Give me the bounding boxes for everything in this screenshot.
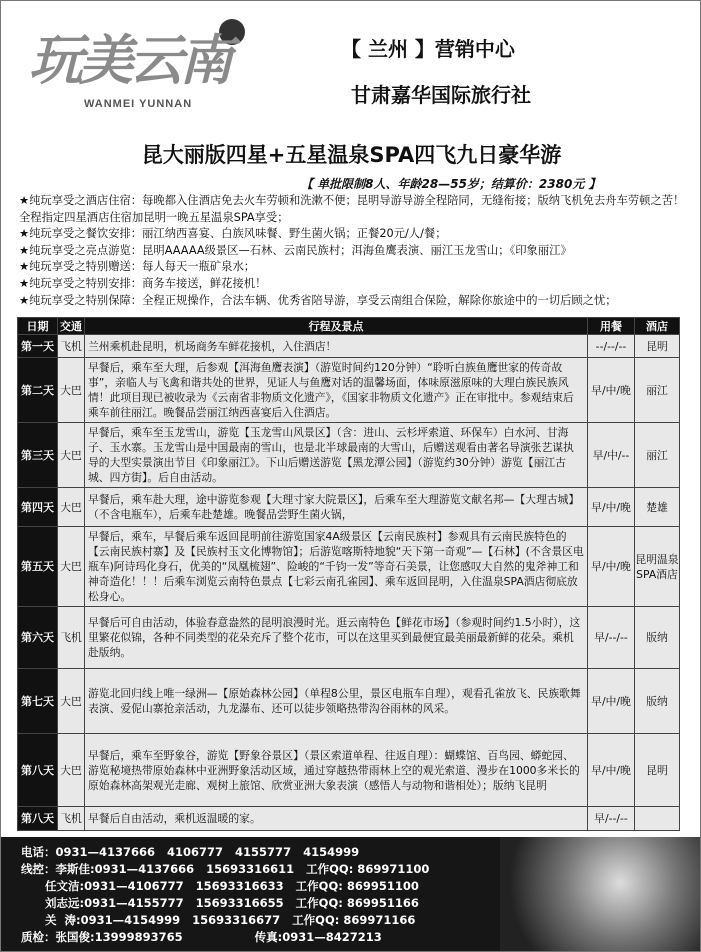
feature-list [19, 193, 687, 309]
feature-item: ★纯玩享受之特别安排：商务车接送，鲜花接机！ [19, 276, 267, 290]
meal-cell: 早/--/-- [588, 607, 635, 669]
day-cell: 第八天 [18, 734, 58, 807]
table-row [18, 734, 680, 807]
hotel-cell [635, 807, 680, 831]
day-cell: 第一天 [18, 335, 58, 358]
table-row [18, 488, 680, 527]
page-title: 昆大丽版四星+五星温泉SPA四飞九日豪华游 [141, 143, 562, 167]
itinerary-table [17, 317, 680, 831]
hotel-cell: 昆明温泉SPA酒店 [635, 527, 680, 607]
description-cell: 早餐后，乘车至大理，后参观【洱海鱼鹰表演】（游览时间约120分钟）“聆听白族鱼鹰世家的传奇故事”，亲临人与飞禽和谐共处的世界，见证人与鱼鹰对话的温馨场面，体味原滋原味的大理白族民族风情！此项目现已被收录为《云南省非物质文化遗产》，《国家非物质文化遗产》正在审批中。参观结束后乘车前往丽江。晚餐品尝丽江纳西喜宴后入住酒店。 [85, 358, 588, 423]
logo-text: 玩美云南 [29, 28, 229, 92]
hotel-cell: 版纳 [635, 607, 680, 669]
meal-cell: 早/中/晚 [588, 527, 635, 607]
hotel-cell: 丽江 [635, 358, 680, 423]
contact-line: 任文洁:0931—4106777 15693316633 工作QQ: 869951100 [21, 879, 419, 894]
day-cell: 第五天 [18, 527, 58, 607]
table-row [18, 358, 680, 423]
hotel-cell: 楚雄 [635, 488, 680, 527]
column-header: 交通 [58, 318, 85, 335]
contact-line: 线控：李斯佳:0931—4137666 15693316611 工作QQ: 869971100 [21, 862, 430, 877]
meal-cell: 早/中/-- [588, 423, 635, 488]
transport-cell: 大巴 [58, 734, 85, 807]
description-cell: 早餐后，乘车至玉龙雪山，游览【玉龙雪山风景区】（含：进山、云杉坪索道、环保车）白水河、甘海子、玉水寨。玉龙雪山是中国最南的雪山，也是北半球最南的大雪山，后赠送观看由著名导演张艺谋执导的大型实景演出节目《印象丽江》。下山后赠送游览【黑龙潭公园】（游览约30分钟）游览【丽江古城、四方街】。后自由活动。 [85, 423, 588, 488]
transport-cell: 飞机 [58, 807, 85, 831]
feature-item: ★纯玩享受之酒店住宿：每晚都入住酒店免去火车劳顿和洗漱不便；昆明导游导游全程陪同，无缝衔接；版纳飞机免去舟车劳顿之苦！全程指定四星酒店住宿加昆明一晚五星温泉SPA享受； [19, 194, 685, 224]
day-cell: 第三天 [18, 423, 58, 488]
table-row [18, 807, 680, 831]
hotel-cell: 昆明 [635, 335, 680, 358]
description-cell: 早餐后，乘车赴大理，途中游览参观【大理寸家大院景区】，后乘车至大理游览文献名邦—【大理古城】（不含电瓶车），后乘车赴楚雄。晚餐品尝野生菌火锅， [85, 488, 588, 527]
transport-cell: 大巴 [58, 488, 85, 527]
contact-line: 质检：张国俊:13999893765 传真:0931—8427213 [21, 930, 382, 945]
price-note: 【 单批限制8人、年龄28—55岁；结算价：2380元 】 [301, 177, 601, 191]
feature-item: ★纯玩享受之亮点游览：昆明AAAAA级景区—石林、云南民族村；洱海鱼鹰表演、丽江玉龙雪山；《印象丽江》 [19, 243, 572, 257]
meal-cell: 早/中/晚 [588, 734, 635, 807]
table-row [18, 607, 680, 669]
hotel-cell: 昆明 [635, 734, 680, 807]
contact-line: 关 涛:0931—4154999 15693316677 工作QQ: 869971166 [21, 913, 416, 928]
column-header: 行程及景点 [85, 318, 588, 335]
logo-subtitle: WANMEI YUNNAN [84, 98, 193, 110]
transport-cell: 飞机 [58, 607, 85, 669]
column-header: 用餐 [588, 318, 635, 335]
column-header: 日期 [18, 318, 58, 335]
transport-cell: 大巴 [58, 423, 85, 488]
office-name: 【 兰州 】营销中心 [341, 37, 515, 61]
table-row [18, 335, 680, 358]
header-row [18, 318, 680, 335]
day-cell: 第二天 [18, 358, 58, 423]
day-cell: 第六天 [18, 607, 58, 669]
transport-cell: 大巴 [58, 669, 85, 734]
description-cell: 游览北回归线上唯一绿洲—【原始森林公园】（单程8公里，景区电瓶车自理），观看孔雀放飞、民族歌舞表演、爱伲山寨抢亲活动，九龙瀑布、还可以徒步领略热带沟谷雨林的风采。 [85, 669, 588, 734]
transport-cell: 大巴 [58, 527, 85, 607]
logo [29, 19, 279, 119]
hotel-cell: 版纳 [635, 669, 680, 734]
contact-footer [1, 837, 700, 951]
description-cell: 兰州乘机赴昆明，机场商务车鲜花接机，入住酒店！ [85, 335, 588, 358]
day-cell: 第四天 [18, 488, 58, 527]
meal-cell: 早/--/-- [588, 807, 635, 831]
description-cell: 早餐后可自由活动，体验春意盎然的昆明浪漫时光。逛云南特色【鲜花市场】（参观时间约1.5小时），这里繁花似锦，各种不同类型的花朵充斥了整个花市，可以在这里买到最便宜最美丽最新鲜的花朵。乘机赴版纳。 [85, 607, 588, 669]
feature-item: ★纯玩享受之特别保障：全程正规操作，合法车辆、优秀省陪导游，享受云南组合保险，解除你旅途中的一切后顾之忧； [19, 293, 617, 307]
table-row [18, 669, 680, 734]
column-header: 酒店 [635, 318, 680, 335]
meal-cell: 早/中/晚 [588, 358, 635, 423]
header [1, 1, 700, 141]
table-row [18, 423, 680, 488]
feature-item: ★纯玩享受之餐饮安排：丽江纳西喜宴、白族风味餐、野生菌火锅；正餐20元/人/餐； [19, 227, 447, 241]
itinerary-section [1, 309, 700, 835]
description-cell: 早餐后自由活动，乘机返温暖的家。 [85, 807, 588, 831]
contact-line: 电话：0931—4137666 4106777 4155777 4154999 [21, 845, 360, 860]
contact-line: 刘志远:0931—4155777 15693316655 工作QQ: 869951166 [21, 896, 419, 911]
agency-name: 甘肃嘉华国际旅行社 [351, 83, 531, 107]
transport-cell: 大巴 [58, 358, 85, 423]
meal-cell: --/--/-- [588, 335, 635, 358]
meal-cell: 早/中/晚 [588, 669, 635, 734]
description-cell: 早餐后，乘车，早餐后乘车返回昆明前往游览国家4A级景区【云南民族村】参观具有云南民族特色的【云南民族村寨】及【民族村玉文化博物馆】；后游览喀斯特地貌“天下第一奇观”—【石林】(不含景区电瓶车)阿诗玛化身石，优美的“凤凰梳翅”、险峻的“千钧一发”等奇石美景，让您感叹大自然的鬼斧神工和神奇造化！！！后乘车浏览云南特色景点【七彩云南孔雀园】、乘车返回昆明，入住温泉SPA酒店彻底放松身心。 [85, 527, 588, 607]
description-cell: 早餐后，乘车至野象谷，游览【野象谷景区】（景区索道单程、往返自理）：蝴蝶馆、百鸟园、蟒蛇园、游览秘境热带原始森林中亚洲野象活动区域，通过穿越热带雨林上空的观光索道、漫步在1000多米长的原始森林高架观光走廊、观树上旅馆、欣赏亚洲大象表演（感悟人与动物和谐相处）；版纳飞昆明 [85, 734, 588, 807]
day-cell: 第八天 [18, 807, 58, 831]
feature-item: ★纯玩享受之特别赠送：每人每天一瓶矿泉水； [19, 260, 256, 274]
transport-cell: 飞机 [58, 335, 85, 358]
table-row [18, 527, 680, 607]
photo [500, 837, 700, 951]
meal-cell: 早/中/晚 [588, 488, 635, 527]
hotel-cell: 丽江 [635, 423, 680, 488]
day-cell: 第七天 [18, 669, 58, 734]
